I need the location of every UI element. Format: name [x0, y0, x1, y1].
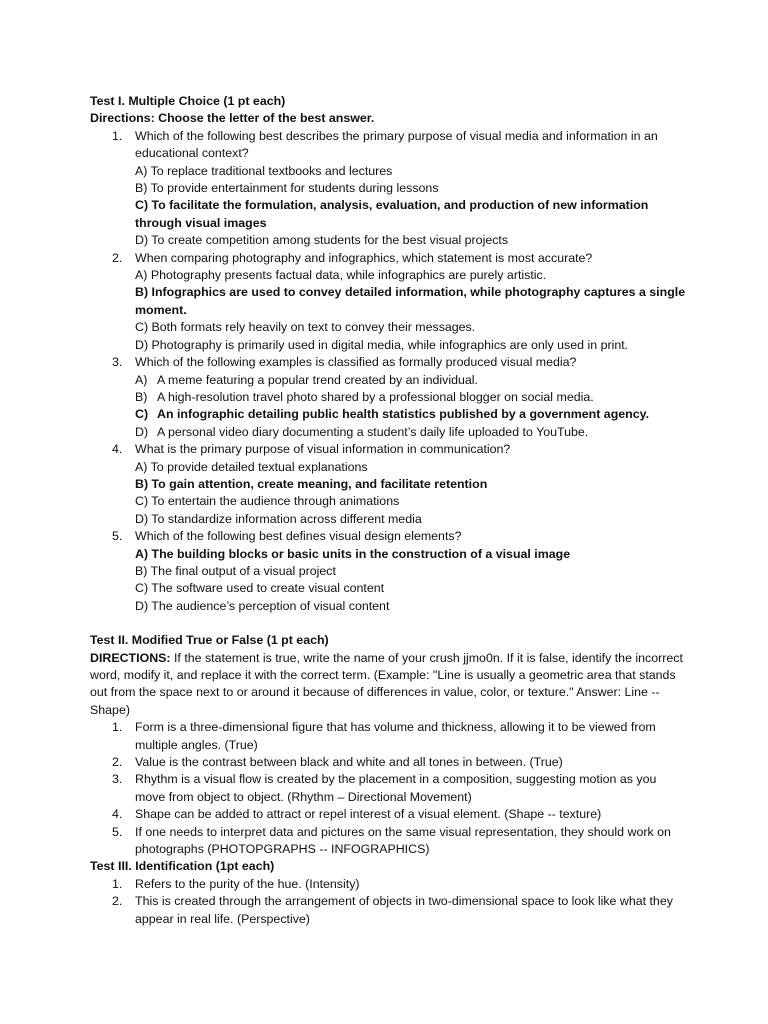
option: D) The audience’s perception of visual content: [135, 598, 390, 613]
option: D) To standardize information across different media: [135, 511, 422, 526]
tf-item-3: 3. Rhythm is a visual flow is created by the placement in a composition, suggesting motion as you move from object to object. (Rhythm – Directional Movement): [112, 772, 657, 804]
tf-item-5: 5. If one needs to interpret data and pictures on the same visual representation, they should work on photographs (PHOTOPGRAPHS -- INFOGRAPHICS): [112, 824, 671, 857]
option: C) The software used to create visual content: [135, 581, 385, 596]
test1-question-list: [90, 128, 690, 615]
option: B) To provide entertainment for students during lessons: [135, 181, 439, 196]
question-3: 3. Which of the following examples is classified as formally produced visual media? A) A meme featuring a popular trend created by an individual. B) A high-resolution travel photo shared by a professional blogger on social media. C) An infographic detailing public health statistics published by a government agency. D) A personal video diary documenting a student’s daily life uploaded to YouTube.: [90, 354, 690, 441]
option: D) To create competition among students for the best visual projects: [135, 233, 509, 248]
option: A) To replace traditional textbooks and lectures: [135, 163, 393, 178]
question-1: 1. Which of the following best describes the primary purpose of visual media and information in an educational context? A) To replace traditional textbooks and lectures B) To provide entertainment for students during lessons C) To facilitate the formulation, analysis, evaluation, and production of new information through visual images D) To create competition among students for the best visual projects: [90, 128, 690, 250]
test1-directions: Directions: Choose the letter of the best answer.: [90, 111, 375, 126]
option-correct: B) Infographics are used to convey detailed information, while photography captures a single moment.: [135, 285, 686, 317]
tf-item-4: 4. Shape can be added to attract or repel interest of a visual element. (Shape -- texture): [112, 807, 602, 822]
option-correct: C) To facilitate the formulation, analysis, evaluation, and production of new information through visual images: [135, 198, 649, 230]
option-correct: C) An infographic detailing public health statistics published by a government agency.: [135, 407, 650, 422]
option: C) Both formats rely heavily on text to convey their messages.: [135, 320, 476, 335]
id-item-2: 2. This is created through the arrangement of objects in two-dimensional space to look like what they appear in real life. (Perspective): [112, 894, 673, 926]
option: A) A meme featuring a popular trend created by an individual.: [135, 372, 478, 387]
test3-item-list: [90, 876, 690, 928]
option: C) To entertain the audience through animations: [135, 494, 400, 509]
test1-title: Test I. Multiple Choice (1 pt each): [90, 94, 286, 108]
option-correct: A) The building blocks or basic units in the construction of a visual image: [135, 546, 571, 561]
option: B) A high-resolution travel photo shared by a professional blogger on social media.: [135, 389, 594, 404]
test2-directions: DIRECTIONS: If the statement is true, write the name of your crush jjmo0n. If it is false, identify the incorrect word, modify it, and replace it with the correct term. (Example: "Line is usually a geometric area that stands out from the space next to or around it because of differences in value, color, or texture." Answer: Line -- Shape): [90, 650, 683, 717]
question-text: Which of the following best describes the primary purpose of visual media and information in an educational context?: [135, 128, 658, 161]
question-5: 5. Which of the following best defines visual design elements? A) The building blocks or basic units in the construction of a visual image B) The final output of a visual project C) The software used to create visual content D) The audience’s perception of visual content: [90, 528, 690, 615]
question-text: Which of the following best defines visual design elements?: [135, 529, 462, 544]
option: A) Photography presents factual data, while infographics are purely artistic.: [135, 268, 547, 283]
question-text: What is the primary purpose of visual information in communication?: [135, 442, 511, 457]
tf-item-2: 2. Value is the contrast between black and white and all tones in between. (True): [112, 755, 563, 770]
question-2: 2. When comparing photography and infographics, which statement is most accurate? A) Photography presents factual data, while infographics are purely artistic. B) Infographics are used to convey detailed information, while photography captures a single moment. C) Both formats rely heavily on text to convey their messages. D) Photography is primarily used in digital media, while infographics are only used in print.: [90, 250, 690, 354]
question-4: 4. What is the primary purpose of visual information in communication? A) To provide detailed textual explanations B) To gain attention, create meaning, and facilitate retention C) To entertain the audience through animations D) To standardize information across different media: [90, 441, 690, 528]
tf-item-1: 1. Form is a three-dimensional figure that has volume and thickness, allowing it to be viewed from multiple angles. (True): [112, 720, 656, 752]
document-page: [90, 93, 690, 928]
option: D) A personal video diary documenting a student’s daily life uploaded to YouTube.: [135, 424, 589, 439]
test2-title: Test II. Modified True or False (1 pt each): [90, 633, 329, 648]
option: D) Photography is primarily used in digital media, while infographics are only used in print.: [135, 337, 629, 352]
id-item-1: 1. Refers to the purity of the hue. (Intensity): [112, 876, 360, 891]
option-correct: B) To gain attention, create meaning, and facilitate retention: [135, 476, 488, 491]
option: A) To provide detailed textual explanations: [135, 459, 368, 474]
question-text: When comparing photography and infographics, which statement is most accurate?: [135, 250, 593, 265]
option: B) The final output of a visual project: [135, 563, 336, 578]
test3-title: Test III. Identification (1pt each): [90, 859, 275, 874]
question-text: Which of the following examples is classified as formally produced visual media?: [135, 355, 577, 370]
section-gap: [90, 615, 690, 632]
test2-item-list: [90, 719, 690, 858]
